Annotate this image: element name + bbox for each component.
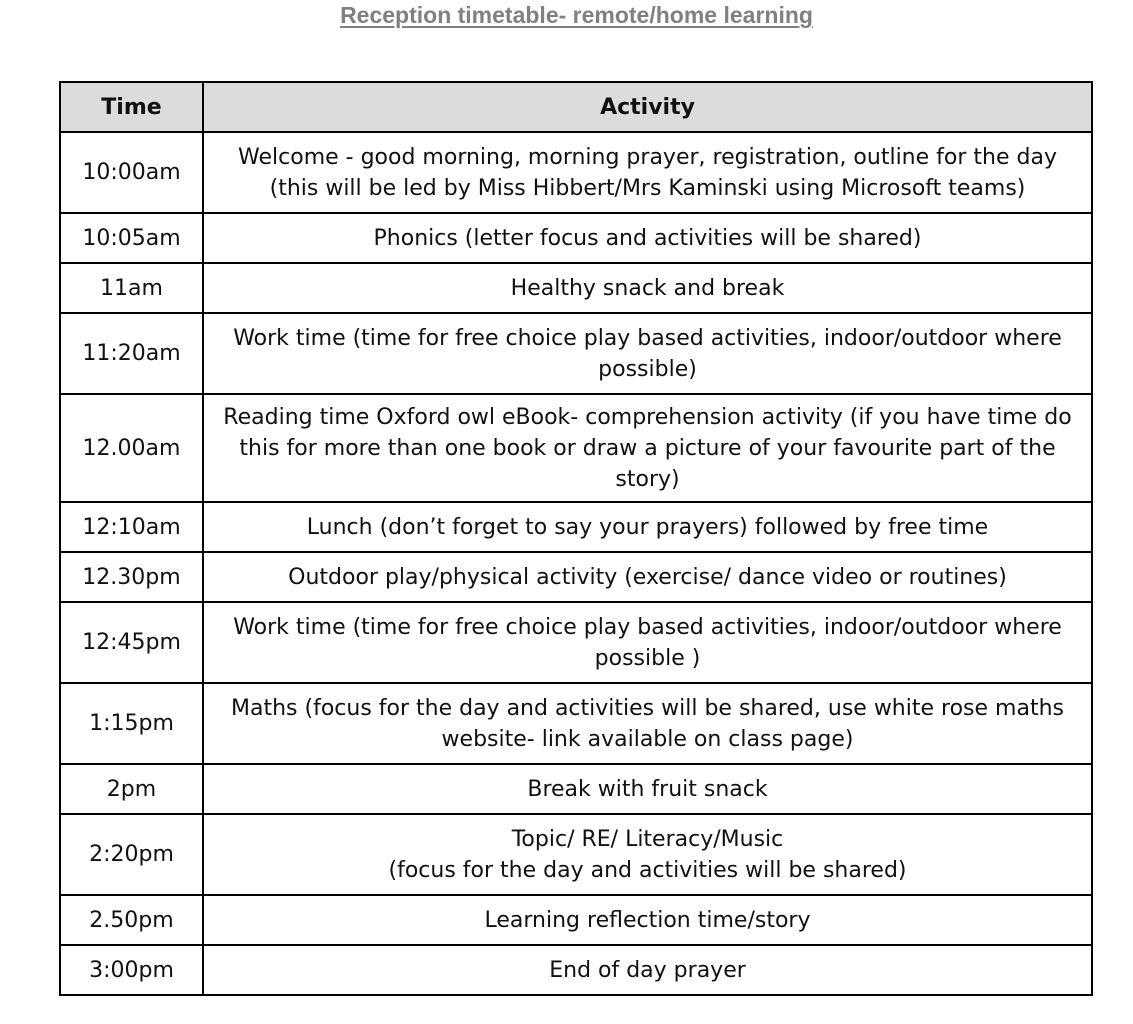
activity-cell — [203, 313, 1092, 394]
activity-cell — [203, 602, 1092, 683]
activity-line: Welcome - good morning, morning prayer, registration, outline for the day — [238, 144, 1057, 170]
time-cell: 1:15pm — [60, 683, 203, 764]
header-row — [60, 82, 1092, 132]
activity-column-header: Activity — [203, 82, 1092, 132]
time-cell: 11am — [60, 263, 203, 313]
activity-line: End of day prayer — [549, 957, 746, 983]
activity-cell — [203, 263, 1092, 313]
time-cell: 2pm — [60, 764, 203, 814]
table-row — [60, 394, 1092, 502]
table-row — [60, 132, 1092, 213]
table-row — [60, 602, 1092, 683]
time-cell: 12.30pm — [60, 552, 203, 602]
activity-cell — [203, 552, 1092, 602]
page-title: Reception timetable- remote/home learning — [340, 2, 813, 28]
activity-line: Outdoor play/physical activity (exercise/ dance video or routines) — [288, 564, 1007, 590]
table-row — [60, 764, 1092, 814]
activity-line: Healthy snack and break — [510, 275, 785, 301]
activity-cell — [203, 764, 1092, 814]
table-row — [60, 502, 1092, 552]
activity-line: Maths (focus for the day and activities will be shared, use white rose maths — [231, 695, 1064, 721]
activity-line: Reading time Oxford owl eBook- comprehension activity (if you have time do — [223, 404, 1072, 430]
activity-line: website- link available on class page) — [441, 726, 854, 752]
activity-line: Work time (time for free choice play based activities, indoor/outdoor where — [233, 325, 1062, 351]
time-cell: 12.00am — [60, 394, 203, 502]
time-cell: 2.50pm — [60, 895, 203, 945]
activity-line: possible) — [598, 356, 697, 382]
table-row — [60, 213, 1092, 263]
activity-line: (focus for the day and activities will be shared) — [388, 857, 907, 883]
time-cell: 12:10am — [60, 502, 203, 552]
time-cell: 10:05am — [60, 213, 203, 263]
time-cell: 11:20am — [60, 313, 203, 394]
time-column-header: Time — [60, 82, 203, 132]
activity-cell — [203, 502, 1092, 552]
activity-line: Phonics (letter focus and activities will be shared) — [373, 225, 922, 251]
activity-cell — [203, 132, 1092, 213]
activity-cell — [203, 895, 1092, 945]
activity-line: (this will be led by Miss Hibbert/Mrs Kaminski using Microsoft teams) — [269, 175, 1026, 201]
activity-line: Topic/ RE/ Literacy/Music — [511, 826, 784, 852]
activity-line: this for more than one book or draw a picture of your favourite part of the — [239, 435, 1056, 461]
time-cell: 10:00am — [60, 132, 203, 213]
activity-line: Work time (time for free choice play based activities, indoor/outdoor where — [233, 614, 1062, 640]
time-cell: 12:45pm — [60, 602, 203, 683]
activity-line: possible ) — [594, 645, 701, 671]
table-row — [60, 683, 1092, 764]
table-row — [60, 313, 1092, 394]
activity-line: story) — [615, 466, 680, 492]
activity-cell — [203, 945, 1092, 995]
activity-line: Break with fruit snack — [527, 776, 768, 802]
activity-cell — [203, 394, 1092, 502]
table-row — [60, 552, 1092, 602]
activity-cell — [203, 814, 1092, 895]
timetable — [59, 81, 1093, 996]
time-cell: 2:20pm — [60, 814, 203, 895]
activity-cell — [203, 213, 1092, 263]
table-row — [60, 945, 1092, 995]
activity-line: Learning reflection time/story — [484, 907, 811, 933]
table-row — [60, 814, 1092, 895]
table-row — [60, 263, 1092, 313]
activity-line: Lunch (don’t forget to say your prayers) followed by free time — [306, 514, 989, 540]
table-row — [60, 895, 1092, 945]
time-cell: 3:00pm — [60, 945, 203, 995]
activity-cell — [203, 683, 1092, 764]
